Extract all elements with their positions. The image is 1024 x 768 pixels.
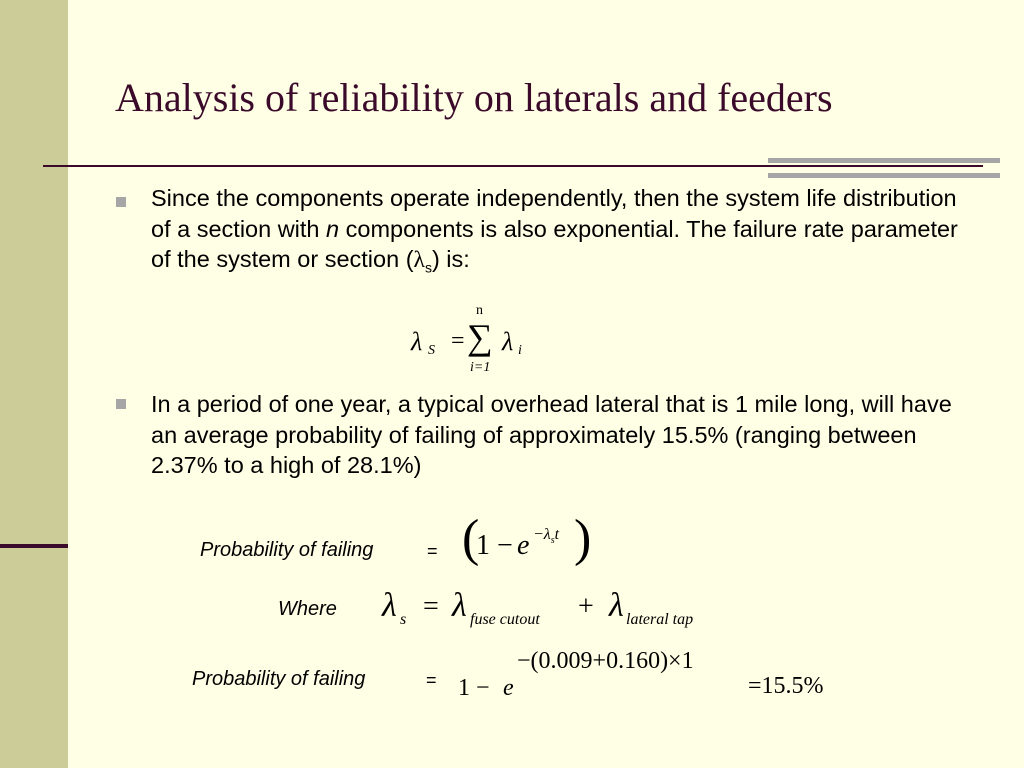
accent-bar-top	[768, 158, 1000, 163]
where-label: Where	[278, 598, 337, 620]
bullet1-text-a: Since the components operate independently, then the system life distribution of a section with	[151, 185, 957, 242]
bullet1-lambda: λ	[413, 247, 425, 273]
title-divider	[43, 165, 983, 167]
bullet-marker-2	[116, 399, 126, 409]
prob-label-1: Probability of failing	[200, 539, 374, 561]
where-lambda-fuse: λ	[452, 587, 467, 624]
sum-rhs-lambda: λ	[502, 327, 514, 356]
prob2-e: e	[503, 675, 514, 701]
left-decor-band	[0, 0, 68, 768]
prob1-exponent	[533, 526, 559, 546]
sum-equals: =	[451, 328, 465, 354]
prob-equals-2: =	[426, 670, 437, 690]
prob2-result: =15.5%	[748, 673, 824, 699]
where-sub-lateral: lateral tap	[626, 611, 694, 628]
where-sub-fuse: fuse cutout	[470, 611, 540, 628]
prob1-lparen: (	[462, 510, 480, 567]
sum-lhs-sub: S	[428, 343, 435, 358]
slide-title: Analysis of reliability on laterals and feeders	[115, 75, 833, 120]
bullet1-text-b: components is also exponential. The failure rate parameter of the system or section (	[151, 215, 958, 272]
left-band-accent-line	[0, 544, 68, 548]
prob1-exp-lambda: −λ	[533, 526, 551, 543]
bullet-marker-1	[116, 197, 126, 207]
where-equals: =	[423, 591, 439, 622]
bullet-text-1	[151, 183, 961, 283]
where-lambda-lateral: λ	[609, 587, 624, 624]
bullet1-lambda-sub: s	[424, 259, 432, 276]
prob2-exponent: −(0.009+0.160)×1	[517, 648, 694, 674]
where-lambda-s: λ	[382, 587, 397, 624]
bullet1-text-c: ) is:	[431, 246, 470, 272]
bullet-text-2: In a period of one year, a typical overhead lateral that is 1 mile long, will have an average probability of failing of approximately 15.5% (ranging between 2.37% to a high of 28.1%)	[151, 391, 952, 478]
bullet1-var-n: n	[326, 215, 340, 242]
sum-upper: n	[476, 303, 483, 318]
prob1-one-minus: 1 −	[476, 530, 513, 561]
prob-label-2: Probability of failing	[192, 668, 366, 690]
prob-equals-1: =	[427, 541, 438, 561]
prob1-exp-t: t	[554, 526, 560, 543]
where-plus: +	[578, 591, 594, 622]
sum-rhs-sub: i	[518, 343, 522, 358]
prob1-e: e	[517, 530, 530, 561]
accent-bar-bottom	[768, 173, 1000, 178]
sum-lhs-lambda: λ	[411, 327, 423, 356]
prob2-one-minus: 1 −	[458, 675, 490, 701]
prob1-exp-sub: s	[550, 535, 555, 547]
sum-lower: i=1	[470, 360, 491, 375]
where-sub-s: s	[400, 611, 407, 628]
prob1-rparen: )	[574, 510, 592, 567]
sum-sigma: ∑	[467, 317, 493, 357]
